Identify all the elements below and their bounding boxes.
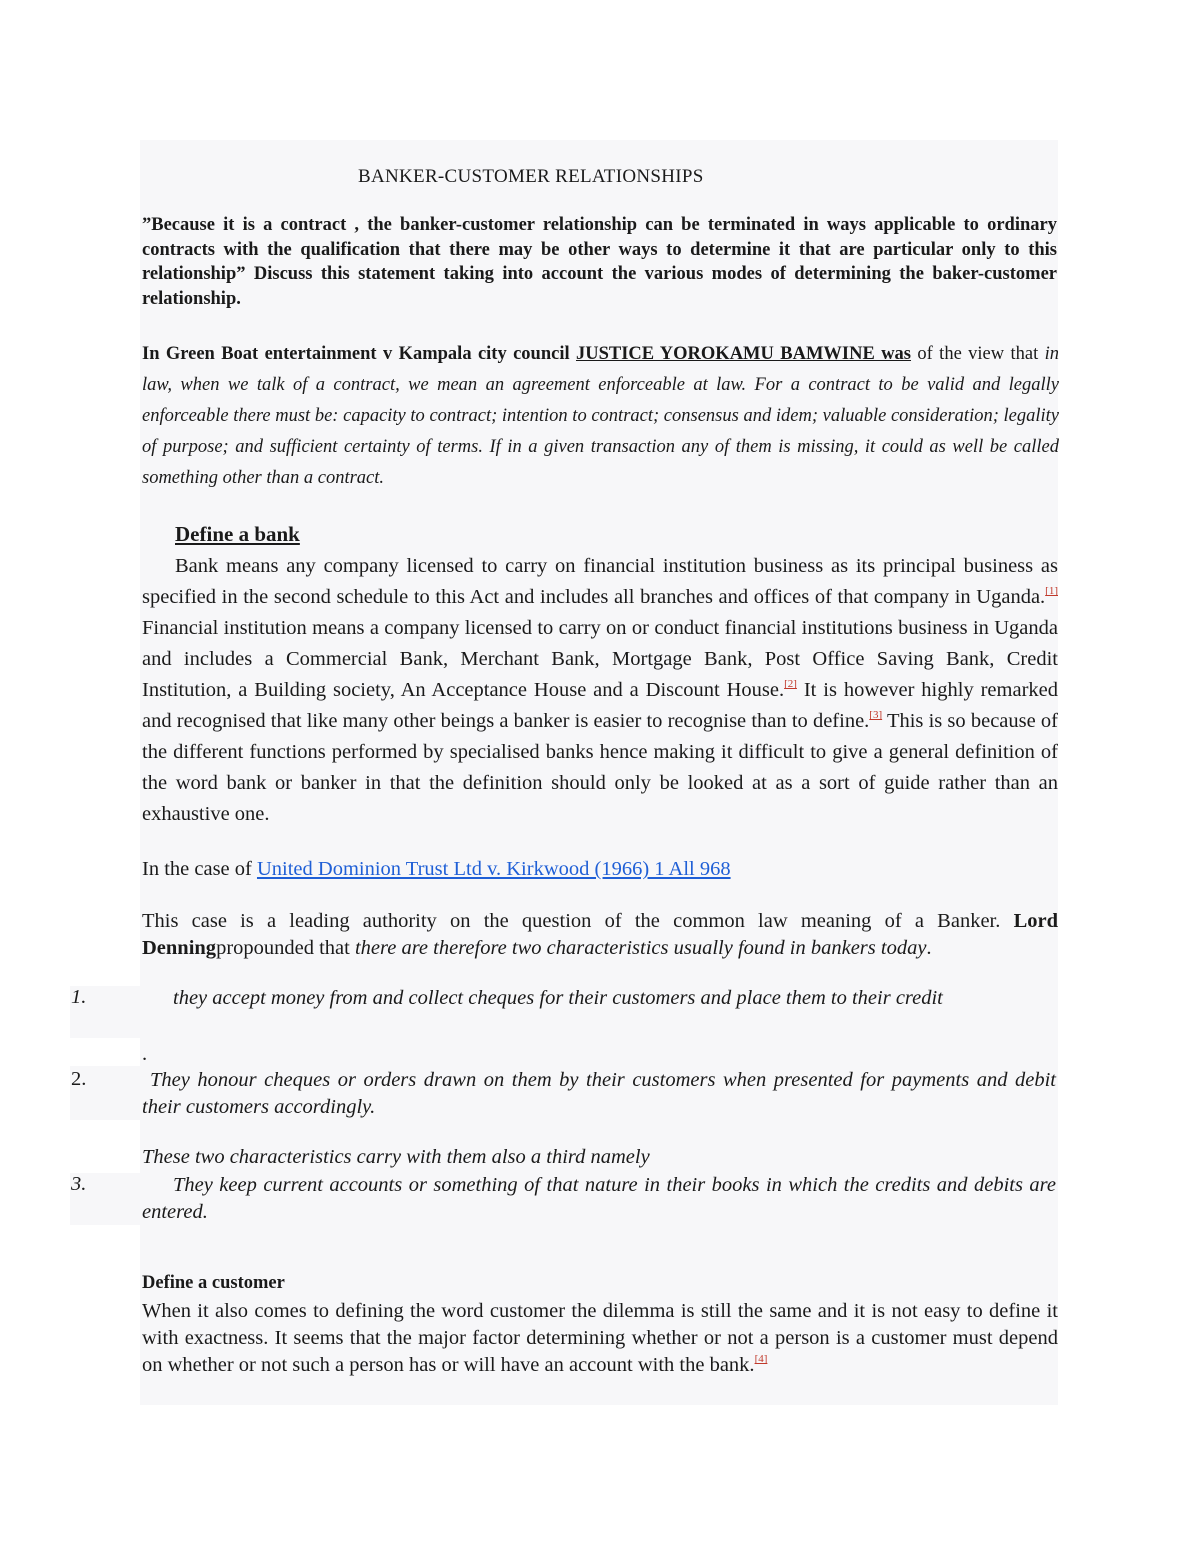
footnote-link-4[interactable]: [4] [754,1353,768,1365]
list-item: They keep current accounts or something of that nature in their books in which the credits and debits are entered. [142,1174,1056,1223]
denning-name: Lord Denning [142,910,1058,959]
case-link[interactable]: United Dominion Trust Ltd v. Kirkwood (1966) 1 All 968 [256,858,731,880]
list-number: 1. [71,986,87,1008]
case-ref-prefix: In the case of [142,858,257,880]
footnote-link-3[interactable]: [3] [869,709,883,721]
list-item: They honour cheques or orders drawn on them by their customers when presented for payments and debit their customers accordingly. [142,1069,1056,1118]
case-name: In Green Boat entertainment v Kampala city council [142,344,570,364]
bank-def-part-4: This is so because of the different functions performed by specialised banks hence making it difficult to give a general definition of the word bank or banker in that the definition should only be looked at as a sort of guide rather than an exhaustive one. [142,710,1058,825]
intro-quote: in law, when we talk of a contract, we mean an agreement enforceable at law. For a contract to be valid and legally enforceable there must be: capacity to contract; intention to contract; consensus and idem; valuable consideration; legality of purpose; and sufficient certainty of terms. If in a given transaction any of them is missing, it could as well be called something other than a contract. [142,344,1059,488]
heading-define-bank: Define a bank [175,522,300,546]
denning-text-2: propounded that [216,937,355,959]
denning-paragraph [142,908,1058,962]
denning-quote: there are therefore two characteristics usually found in bankers today [354,937,927,959]
bank-definition-paragraph [142,551,1058,830]
customer-def-text: When it also comes to defining the word customer the dilemma is still the same and it is not easy to define it with exactness. It seems that the major factor determining whether or not a person is a customer must depend on whether or not such a person has or will have an account with the bank. [142,1300,1058,1376]
customer-definition-paragraph [142,1298,1058,1379]
denning-end: . [926,937,932,959]
judge-name: JUSTICE YOROKAMU BAMWINE was [575,344,912,364]
bank-def-part-3: It is however highly remarked and recognised that like many other beings a banker is easier to recognise than to define. [142,679,1058,732]
case-reference [142,858,731,881]
intro-paragraph [142,339,1059,494]
list-number: 2. [71,1068,87,1090]
list-item: they accept money from and collect cheques for their customers and place them to their credit [173,987,943,1009]
footnote-link-1[interactable]: [1] [1045,585,1058,597]
bank-def-part-1: Bank means any company licensed to carry on financial institution business as its principal business as specified in the second schedule to this Act and includes all branches and offices of that company in Uganda. [142,555,1058,608]
list-dot: . [142,1043,148,1065]
essay-question: ”Because it is a contract , the banker-customer relationship can be terminated in ways applicable to ordinary contracts with the qualification that there may be other ways to determine it that are particular only to this relationship” Discuss this statement taking into account the various modes of determining the baker-customer relationship. [142,215,1057,309]
list-number: 3. [71,1173,87,1195]
document-title: BANKER-CUSTOMER RELATIONSHIPS [358,166,704,187]
heading-define-customer: Define a customer [142,1273,285,1293]
intro-text: of the view that [911,344,1045,364]
denning-text: This case is a leading authority on the question of the common law meaning of a Banker. [142,910,1014,932]
bank-def-part-2: Financial institution means a company licensed to carry on or conduct financial institutions business in Uganda and includes a Commercial Bank, Merchant Bank, Mortgage Bank, Post Office Saving Bank, Credit Institution, a Building society, An Acceptance House and a Discount House. [142,617,1058,701]
third-characteristic-intro: These two characteristics carry with them also a third namely [142,1146,650,1168]
footnote-link-2[interactable]: [2] [784,678,797,690]
